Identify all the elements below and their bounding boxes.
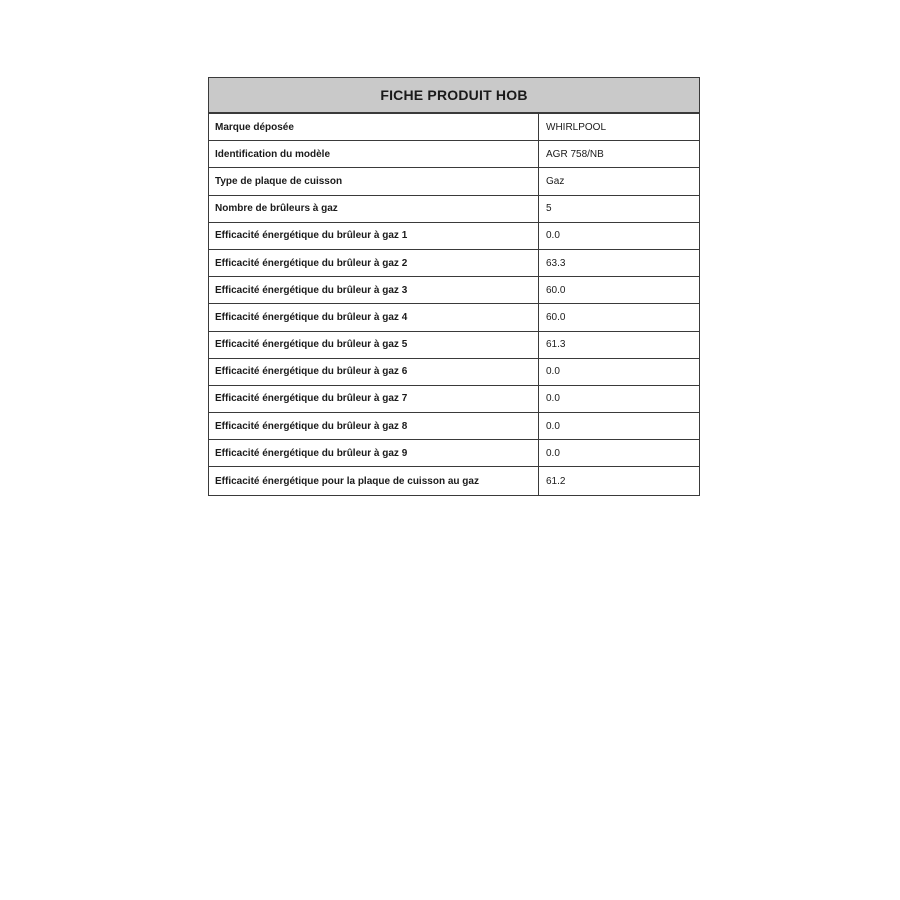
row-value: WHIRLPOOL <box>546 121 607 133</box>
row-value: 0.0 <box>546 366 560 378</box>
row-value: 5 <box>546 203 552 215</box>
row-value: 60.0 <box>546 284 566 296</box>
row-label: Efficacité énergétique du brûleur à gaz 9 <box>209 440 539 466</box>
row-label: Marque déposée <box>209 114 539 140</box>
row-label: Efficacité énergétique pour la plaque de cuisson au gaz <box>209 467 539 494</box>
table-row <box>209 250 699 277</box>
row-value: 0.0 <box>546 420 560 432</box>
table-row <box>209 359 699 386</box>
row-value: 0.0 <box>546 393 560 405</box>
row-label: Efficacité énergétique du brûleur à gaz 5 <box>209 332 539 358</box>
row-value: 0.0 <box>546 230 560 242</box>
sheet-title: FICHE PRODUIT HOB <box>209 78 699 114</box>
table-row <box>209 223 699 250</box>
row-label: Efficacité énergétique du brûleur à gaz 8 <box>209 413 539 439</box>
row-label: Nombre de brûleurs à gaz <box>209 196 539 222</box>
row-value: Gaz <box>546 175 565 187</box>
row-value: 61.3 <box>546 339 566 351</box>
table-row <box>209 467 699 494</box>
table-row <box>209 332 699 359</box>
table-row <box>209 440 699 467</box>
row-value: 60.0 <box>546 311 566 323</box>
table-row <box>209 413 699 440</box>
row-value: 0.0 <box>546 447 560 459</box>
table-row <box>209 277 699 304</box>
row-label: Type de plaque de cuisson <box>209 168 539 194</box>
row-value: 63.3 <box>546 257 566 269</box>
row-value: 61.2 <box>546 475 566 487</box>
row-label: Efficacité énergétique du brûleur à gaz 7 <box>209 386 539 412</box>
table-row <box>209 168 699 195</box>
row-label: Efficacité énergétique du brûleur à gaz 6 <box>209 359 539 385</box>
row-label: Efficacité énergétique du brûleur à gaz 3 <box>209 277 539 303</box>
table-row <box>209 141 699 168</box>
table-row <box>209 114 699 141</box>
row-label: Efficacité énergétique du brûleur à gaz 1 <box>209 223 539 249</box>
product-sheet-table <box>208 77 700 496</box>
table-row <box>209 386 699 413</box>
row-label: Efficacité énergétique du brûleur à gaz 2 <box>209 250 539 276</box>
row-label: Identification du modèle <box>209 141 539 167</box>
table-row <box>209 304 699 331</box>
row-value: AGR 758/NB <box>546 148 604 160</box>
row-label: Efficacité énergétique du brûleur à gaz 4 <box>209 304 539 330</box>
table-row <box>209 196 699 223</box>
